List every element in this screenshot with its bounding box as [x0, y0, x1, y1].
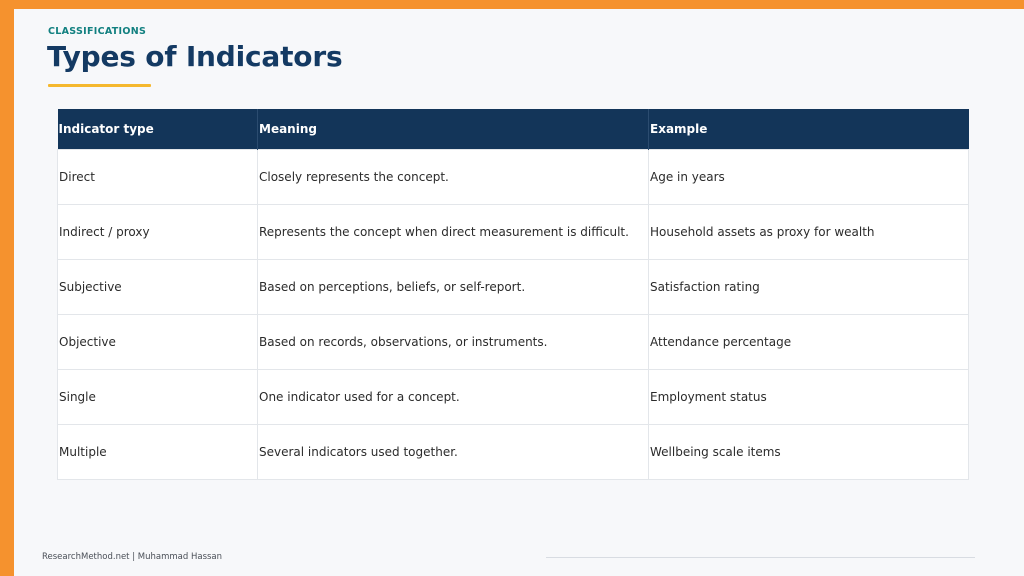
table-row	[58, 424, 969, 479]
table-row	[58, 149, 969, 204]
title-underline	[48, 84, 151, 87]
table-row	[58, 204, 969, 259]
cell-example: Age in years	[649, 149, 969, 204]
left-accent-bar	[0, 0, 14, 576]
header-example: Example	[649, 109, 969, 149]
table-row	[58, 314, 969, 369]
header-indicator-type: Indicator type	[58, 109, 258, 149]
table-row	[58, 259, 969, 314]
cell-meaning: Represents the concept when direct measurement is difficult.	[258, 204, 649, 259]
cell-meaning: Based on perceptions, beliefs, or self-report.	[258, 259, 649, 314]
cell-indicator-type: Objective	[58, 314, 258, 369]
header-meaning: Meaning	[258, 109, 649, 149]
cell-meaning: One indicator used for a concept.	[258, 369, 649, 424]
section-eyebrow: CLASSIFICATIONS	[48, 26, 147, 37]
top-accent-bar	[0, 0, 1024, 9]
cell-meaning: Based on records, observations, or instruments.	[258, 314, 649, 369]
cell-example: Household assets as proxy for wealth	[649, 204, 969, 259]
footer-divider	[546, 557, 975, 558]
cell-indicator-type: Single	[58, 369, 258, 424]
cell-example: Employment status	[649, 369, 969, 424]
cell-meaning: Several indicators used together.	[258, 424, 649, 479]
footer-credit: ResearchMethod.net | Muhammad Hassan	[42, 552, 223, 562]
cell-meaning: Closely represents the concept.	[258, 149, 649, 204]
indicators-table	[57, 109, 969, 480]
cell-indicator-type: Direct	[58, 149, 258, 204]
cell-example: Wellbeing scale items	[649, 424, 969, 479]
slide-title: Types of Indicators	[47, 40, 343, 73]
table-row	[58, 369, 969, 424]
cell-indicator-type: Indirect / proxy	[58, 204, 258, 259]
cell-indicator-type: Subjective	[58, 259, 258, 314]
table-header-row	[58, 109, 969, 149]
cell-indicator-type: Multiple	[58, 424, 258, 479]
cell-example: Satisfaction rating	[649, 259, 969, 314]
cell-example: Attendance percentage	[649, 314, 969, 369]
